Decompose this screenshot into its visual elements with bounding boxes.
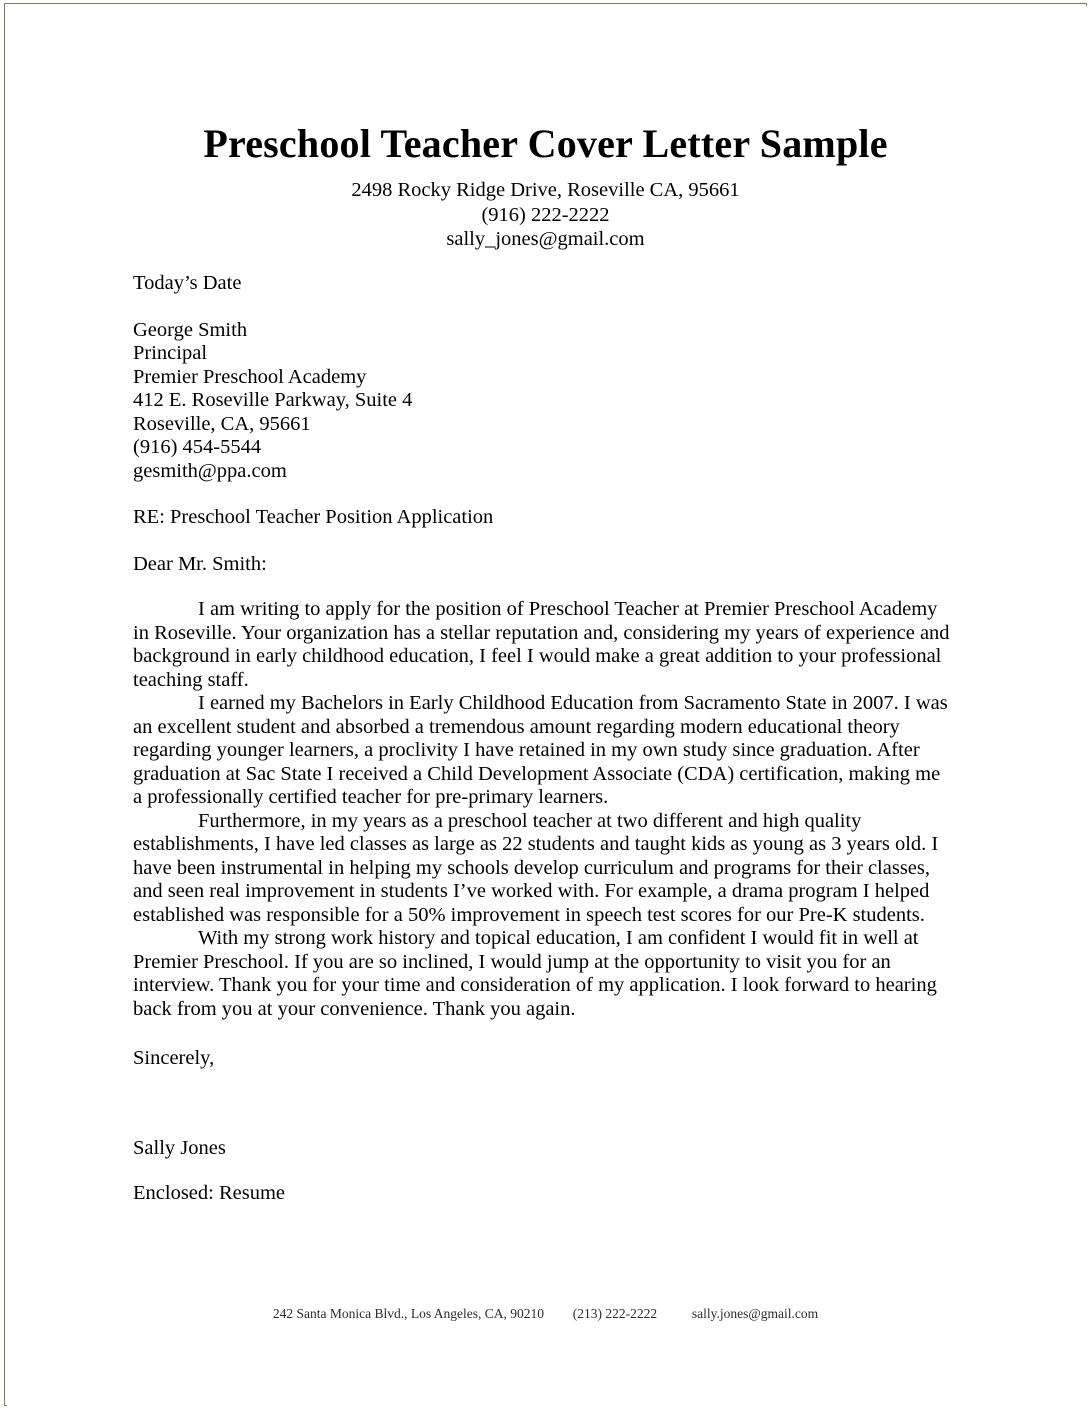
closing-line: Sincerely, (133, 1047, 215, 1069)
recipient-street: 412 E. Roseville Parkway, Suite 4 (133, 389, 413, 411)
page-title: Preschool Teacher Cover Letter Sample (203, 121, 888, 166)
footer-phone: (213) 222-2222 (572, 1306, 658, 1321)
signature-name: Sally Jones (133, 1136, 226, 1159)
date-line: Today’s Date (133, 272, 242, 294)
enclosure-line: Enclosed: Resume (133, 1182, 286, 1204)
letter-body (133, 272, 953, 1206)
footer-address: 242 Santa Monica Blvd., Los Angeles, CA, 90210 (272, 1306, 544, 1321)
recipient-phone: (916) 454-5544 (133, 436, 262, 458)
body-paragraph-2: I earned my Bachelors in Early Childhood Education from Sacramento State in 2007. I was an excellent student and absorbed a tremendous amount regarding modern educational theory regarding younger learners, a proclivity I have retained in my own study since graduation. After graduation at Sac State I received a Child Development Associate (CDA) certification, making me a professionally certified teacher for pre-primary learners. (133, 692, 948, 808)
sender-address: 2498 Rocky Ridge Drive, Roseville CA, 95661 (351, 179, 740, 201)
body-paragraph-1: I am writing to apply for the position of Preschool Teacher at Premier Preschool Academy in Roseville. Your organization has a stellar reputation and, considering my years of experience and background in early childhood education, I feel I would make a great addition to your professional teaching staff. (133, 598, 950, 691)
recipient-city-state-zip: Roseville, CA, 95661 (133, 412, 311, 435)
sender-contact-block (0, 178, 1091, 252)
subject-line: RE: Preschool Teacher Position Application (133, 506, 494, 528)
sender-email: sally_jones@gmail.com (446, 228, 645, 250)
recipient-address-block (133, 319, 953, 484)
recipient-organization: Premier Preschool Academy (133, 365, 367, 388)
sender-phone: (916) 222-2222 (481, 203, 610, 226)
body-paragraph-3: Furthermore, in my years as a preschool teacher at two different and high quality establishments, I have led classes as large as 22 students and taught kids as young as 3 years old. I have been instrumental in helping my schools develop curriculum and programs for their classes, and seen real improvement in students I’ve worked with. For example, a drama program I helped established was responsible for a 50% improvement in speech test scores for our Pre-K students. (133, 809, 939, 926)
body-paragraph-4: With my strong work history and topical education, I am confident I would fit in well at Premier Preschool. If you are so inclined, I would jump at the opportunity to visit you for an interview. Thank you for your time and consideration of my application. I look forward to hearing back from you at your convenience. Thank you again. (133, 927, 937, 1020)
salutation: Dear Mr. Smith: (133, 552, 267, 575)
recipient-job-title: Principal (133, 342, 208, 364)
letter-footer (0, 1306, 1091, 1322)
recipient-name: George Smith (133, 318, 248, 341)
footer-email: sally.jones@gmail.com (691, 1306, 819, 1321)
recipient-email: gesmith@ppa.com (133, 459, 287, 482)
